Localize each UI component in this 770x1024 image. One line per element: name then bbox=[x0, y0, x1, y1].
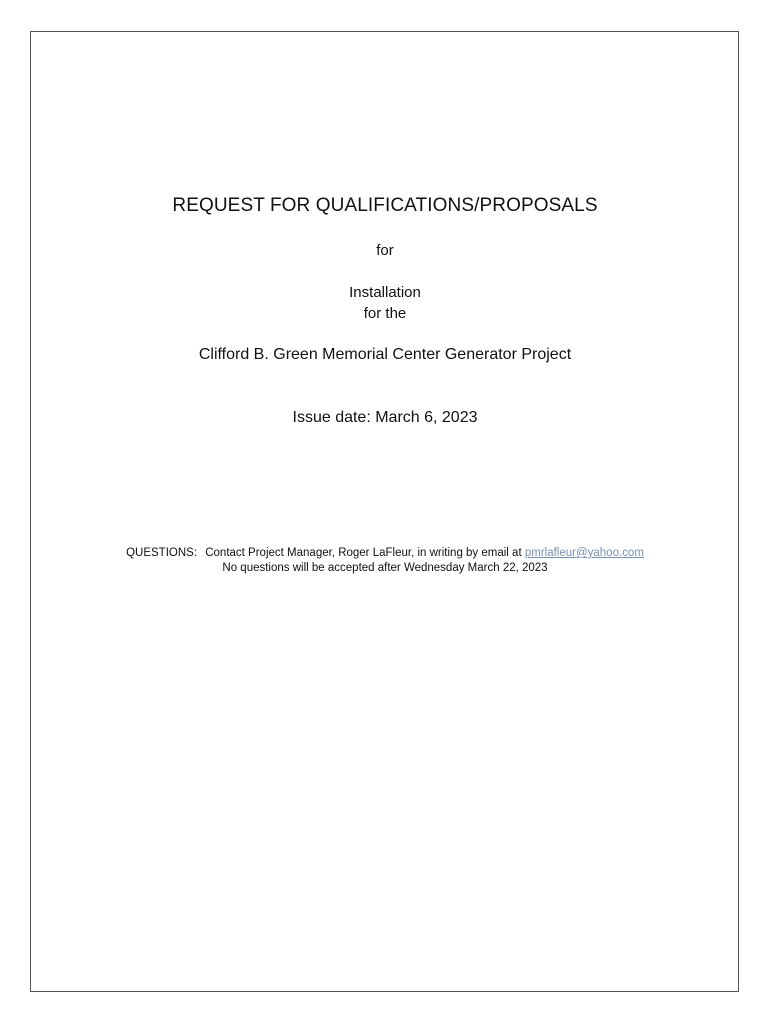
questions-label: QUESTIONS: bbox=[126, 547, 198, 559]
installation-text: Installation bbox=[349, 284, 421, 301]
questions-section bbox=[0, 546, 770, 576]
issue-date: Issue date: March 6, 2023 bbox=[292, 409, 478, 426]
document-title: REQUEST FOR QUALIFICATIONS/PROPOSALS bbox=[172, 195, 598, 216]
questions-deadline: No questions will be accepted after Wednesday March 22, 2023 bbox=[222, 562, 548, 574]
questions-line bbox=[0, 546, 770, 561]
email-link[interactable]: pmrlafleur@yahoo.com bbox=[524, 547, 644, 559]
project-name: Clifford B. Green Memorial Center Generator Project bbox=[198, 346, 572, 363]
for-the-text: for the bbox=[363, 305, 407, 322]
questions-text: Contact Project Manager, Roger LaFleur, in writing by email at bbox=[205, 547, 522, 559]
page-border bbox=[30, 31, 739, 992]
for-text: for bbox=[376, 242, 394, 259]
